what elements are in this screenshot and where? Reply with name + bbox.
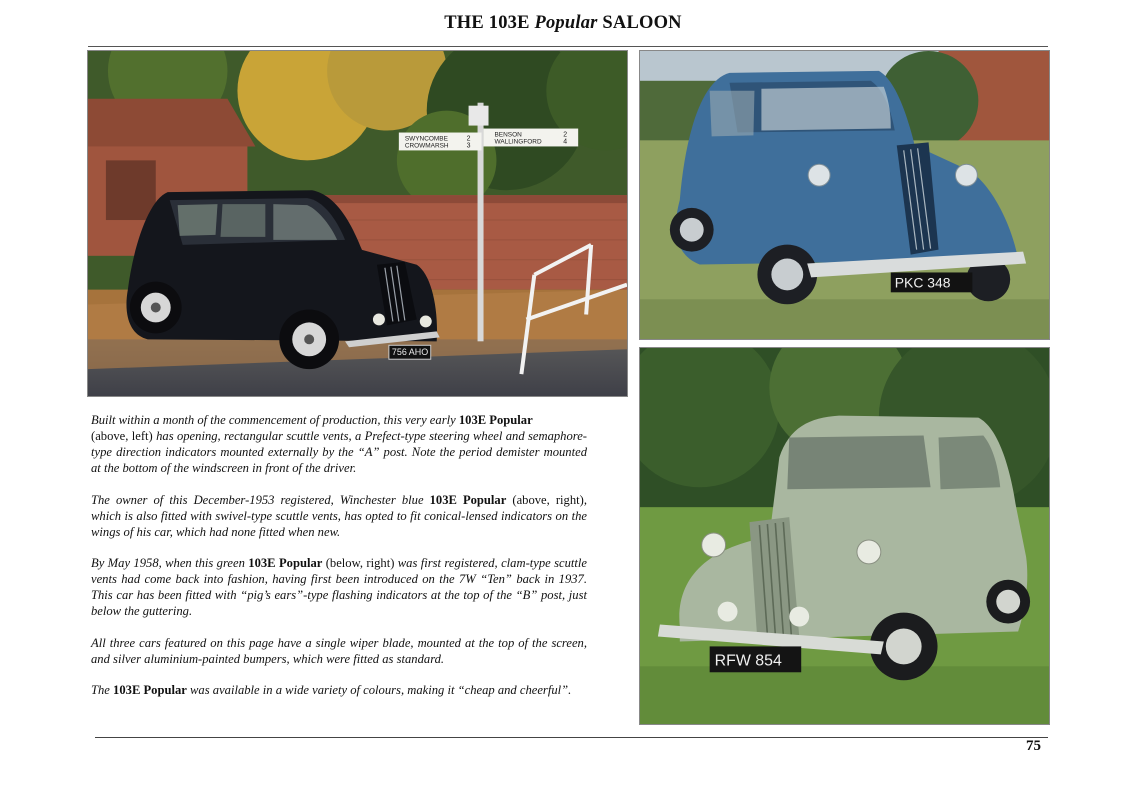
p1-text-b: has opening, rectangular scuttle vents, a Prefect-type steering wheel and semaphore-type direction indicators mounted externally by the “A” post. Note the period demister mounted at the bottom of the windscreen in front of the driver.	[91, 429, 587, 475]
p3-model: 103E Popular	[248, 556, 323, 570]
p1-model: 103E Popular	[458, 413, 533, 427]
sign-right-num2: 4	[563, 138, 568, 146]
sign-left-line2: CROWMARSH	[404, 142, 449, 150]
title-suffix: SALOON	[602, 13, 682, 33]
p2-text-b: , which is also fitted with swivel-type scuttle vents, has opted to fit conical-lensed indicators on the wings of his car, which had none fitted when new.	[91, 492, 587, 539]
photo-black-car	[87, 50, 628, 397]
paragraph-4	[91, 635, 587, 667]
sign-left-num1: 2	[466, 135, 471, 143]
p3-text-a: By May 1958, when this green	[91, 556, 249, 570]
sign-left-line1: SWYNCOMBE	[404, 135, 448, 143]
paragraph-1	[91, 412, 587, 476]
p5-text-a: The	[91, 683, 114, 697]
p5-text-b: was available in a wide variety of colours, making it “cheap and cheerful”.	[186, 683, 572, 697]
title-italic: Popular	[534, 13, 598, 33]
sign-right-line1: BENSON	[494, 131, 522, 139]
p5-model: 103E Popular	[113, 683, 187, 697]
body-text	[91, 412, 587, 714]
p2-ref: (above, right)	[506, 492, 584, 507]
sign-right-num1: 2	[563, 131, 568, 139]
paragraph-3	[91, 555, 587, 619]
photo-green-car	[639, 347, 1050, 725]
page-title	[0, 13, 1126, 34]
photo-blue-car	[639, 50, 1050, 340]
sign-right-line2: WALLINGFORD	[494, 138, 542, 146]
footer-rule	[95, 737, 1048, 738]
black-car-plate: 756 AHO	[391, 347, 429, 358]
p1-text-a: Built within a month of the commencement of production, this very early	[91, 413, 459, 427]
p4-text: All three cars featured on this page have a single wiper blade, mounted at the top of the screen, and silver aluminium-painted bumpers, which were fitted as standard.	[91, 635, 587, 666]
paragraph-5	[91, 682, 587, 698]
blue-car-plate: PKC 348	[894, 274, 951, 291]
p2-text-a: The owner of this December-1953 registered, Winchester blue	[91, 492, 430, 507]
p3-text-b: was first registered, clam-type scuttle vents had come back into fashion, having first been introduced on the 7W “Ten” back in 1937. This car has been fitted with “pig’s ears”-type flashing indicators at the top of the “B” post, just below the guttering.	[91, 556, 587, 618]
page-number: 75	[1026, 738, 1041, 754]
header-rule	[88, 46, 1048, 47]
p1-ref: (above, left)	[91, 429, 153, 443]
title-prefix: THE 103E	[444, 13, 530, 33]
paragraph-2	[91, 492, 587, 540]
sign-left-num2: 3	[466, 142, 471, 150]
p2-model: 103E Popular	[429, 492, 507, 507]
green-car-plate: RFW 854	[714, 652, 782, 670]
p3-ref: (below, right)	[322, 556, 395, 570]
